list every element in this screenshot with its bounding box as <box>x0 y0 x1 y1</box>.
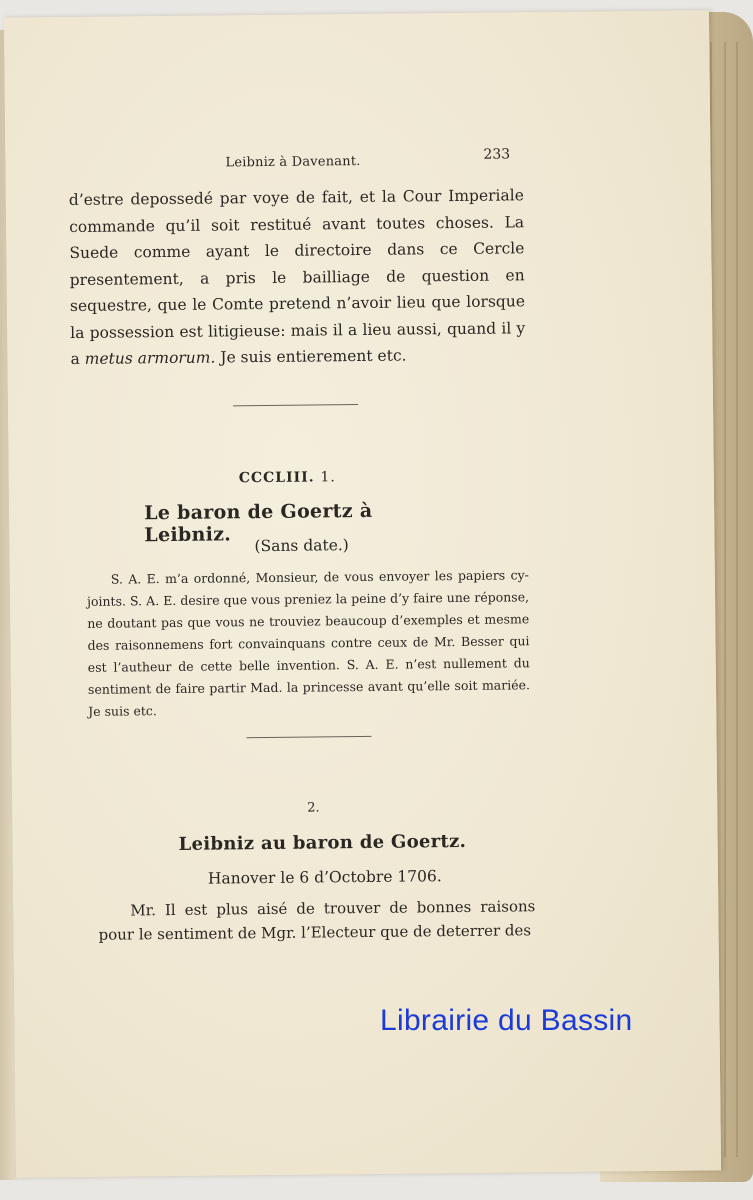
letter-title: Leibniz au baron de Goertz. <box>178 830 467 855</box>
page-edge-line <box>736 42 738 1157</box>
letter-number <box>239 469 336 486</box>
letter-title: Le baron de Goertz à Leibniz. <box>144 499 373 547</box>
letter-number: 2. <box>307 800 320 816</box>
paragraph-text: d’estre depossedé par voye de fait, et la Cour Imperiale commande qu’il soit restitué avant toutes choses. La Suede comme ayant le directoire dans ce Cercle presentement, a pris le bailliage de question en sequestre, que le Comte pretend n’avoir lieu que lorsque la possession est litigieuse: mais il a lieu aussi, quand il y a <box>68 186 526 369</box>
paragraph-continued <box>69 182 526 372</box>
letter-body <box>87 564 531 723</box>
section-divider <box>246 736 371 738</box>
section-divider <box>233 404 358 406</box>
running-head: Leibniz à Davenant. <box>225 153 361 171</box>
letter-text: S. A. E. m’a ordonné, Monsieur, de vous envoyer les papiers cy-joints. S. A. E. desire que vous preniez la peine d’y faire une réponse, ne doutant pas que vous ne trouviez beaucoup d’exemples et mesme des raisonnemens fort convainquans contre ceux de Mr. Besser qui est l’autheur de cette belle invention. S. A. E. n’est nullement du sentiment de faire partir Mad. la princesse avant qu’elle soit mariée. Je suis etc. <box>86 567 531 719</box>
letter-date: (Sans date.) <box>254 536 349 556</box>
letter-sub-number: 1. <box>320 469 336 486</box>
letter-date: Hanover le 6 d’Octobre 1706. <box>207 867 442 888</box>
letter-body <box>98 894 535 947</box>
paragraph-closing: Je suis entierement etc. <box>220 346 407 367</box>
page-edge-line <box>724 42 726 1157</box>
page-number: 233 <box>483 146 511 163</box>
letter-text: Mr. Il est plus aisé de trouver de bonnes raisons pour le sentiment de Mgr. l’Electeur que de deterrer des <box>98 897 536 944</box>
book-page <box>4 10 721 1177</box>
italic-phrase: metus armorum. <box>84 348 216 368</box>
seller-watermark: Librairie du Bassin <box>380 1004 633 1037</box>
letter-roman-numeral: CCCLIII. <box>238 469 315 487</box>
